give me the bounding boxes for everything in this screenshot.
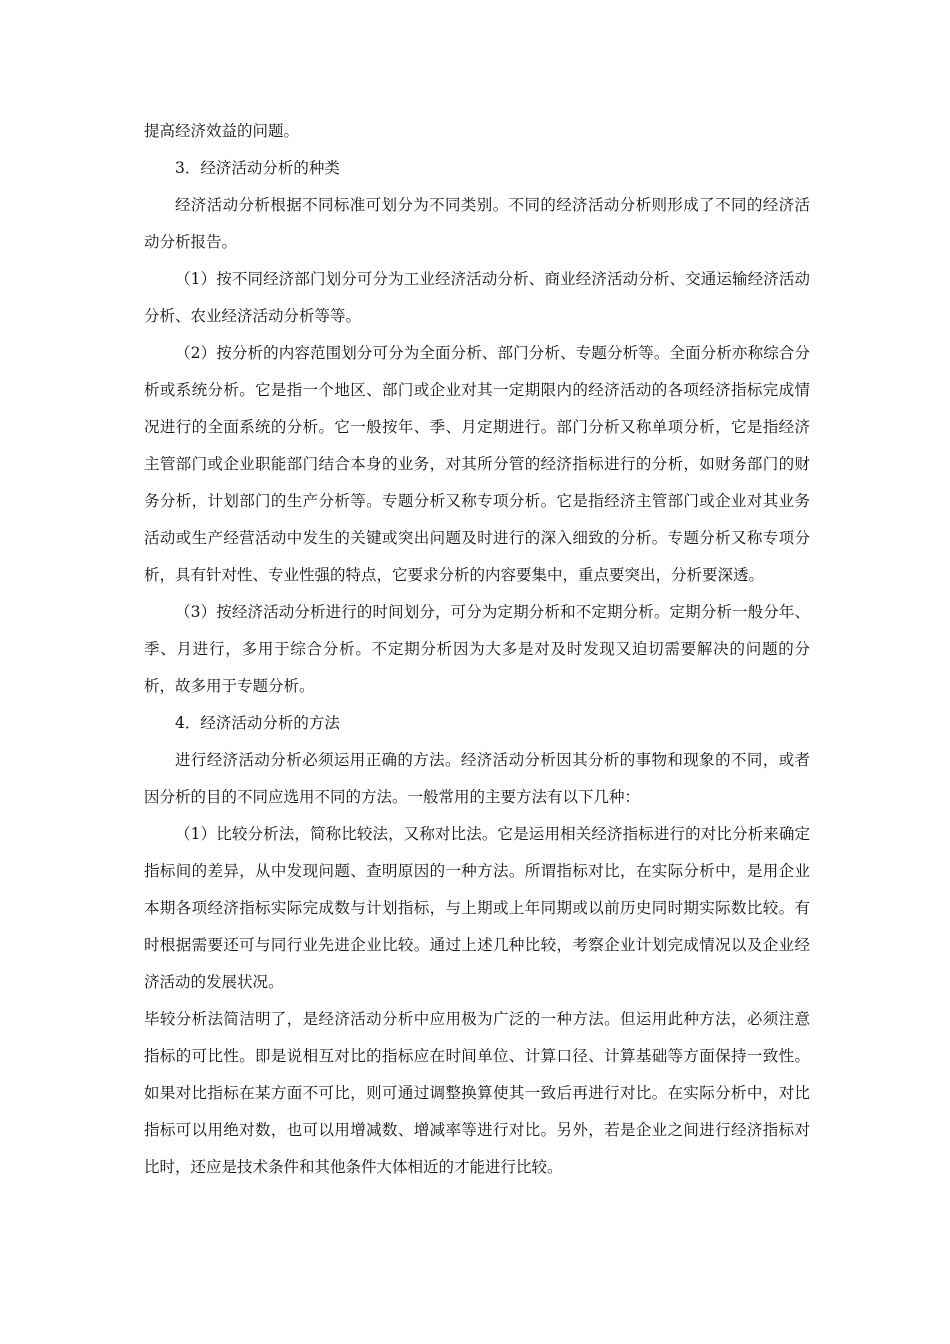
paragraph: （3）按经济活动分析进行的时间划分，可分为定期分析和不定期分析。定期分析一般分年、季、月进行，多用于综合分析。不定期分析因为大多是对及时发现又迫切需要解决的问题的分析，故多用于专题分析。 <box>144 603 810 695</box>
document-body <box>144 113 810 1186</box>
paragraph: 进行经济活动分析必须运用正确的方法。经济活动分析因其分析的事物和现象的不同，或者因分析的目的不同应选用不同的方法。一般常用的主要方法有以下几种： <box>144 751 810 806</box>
paragraph: 经济活动分析根据不同标准可划分为不同类别。不同的经济活动分析则形成了不同的经济活动分析报告。 <box>144 196 810 251</box>
paragraph: （1）按不同经济部门划分可分为工业经济活动分析、商业经济活动分析、交通运输经济活动分析、农业经济活动分析等等。 <box>144 270 810 325</box>
paragraph: 毕较分析法简洁明了，是经济活动分析中应用极为广泛的一种方法。但运用此种方法，必须注意指标的可比性。即是说相互对比的指标应在时间单位、计算口径、计算基础等方面保持一致性。如果对比指标在某方面不可比，则可通过调整换算使其一致后再进行对比。在实际分析中，对比指标可以用绝对数，也可以用增减数、增减率等进行对比。另外，若是企业之间进行经济指标对比时，还应是技术条件和其他条件大体相近的才能进行比较。 <box>144 1010 810 1176</box>
paragraph: （2）按分析的内容范围划分可分为全面分析、部门分析、专题分析等。全面分析亦称综合分析或系统分析。它是指一个地区、部门或企业对其一定期限内的经济活动的各项经济指标完成情况进行的全面系统的分析。它一般按年、季、月定期进行。部门分析又称单项分析，它是指经济主管部门或企业职能部门结合本身的业务，对其所分管的经济指标进行的分析，如财务部门的财务分析，计划部门的生产分析等。专题分析又称专项分析。它是指经济主管部门或企业对其业务活动或生产经营活动中发生的关键或突出问题及时进行的深入细致的分析。专题分析又称专项分析，具有针对性、专业性强的特点，它要求分析的内容要集中，重点要突出，分析要深透。 <box>144 344 810 584</box>
paragraph: （1）比较分析法，简称比较法，又称对比法。它是运用相关经济指标进行的对比分析来确定指标间的差异，从中发现问题、查明原因的一种方法。所谓指标对比，在实际分析中，是用企业本期各项经济指标实际完成数与计划指标，与上期或上年同期或以前历史同时期实际数比较。有时根据需要还可与同行业先进企业比较。通过上述几种比较，考察企业计划完成情况以及企业经济活动的发展状况。 <box>144 825 810 991</box>
paragraph-continuation: 提高经济效益的问题。 <box>144 122 300 140</box>
section-heading-4: 4．经济活动分析的方法 <box>175 714 340 732</box>
section-heading-3: 3．经济活动分析的种类 <box>175 159 340 177</box>
